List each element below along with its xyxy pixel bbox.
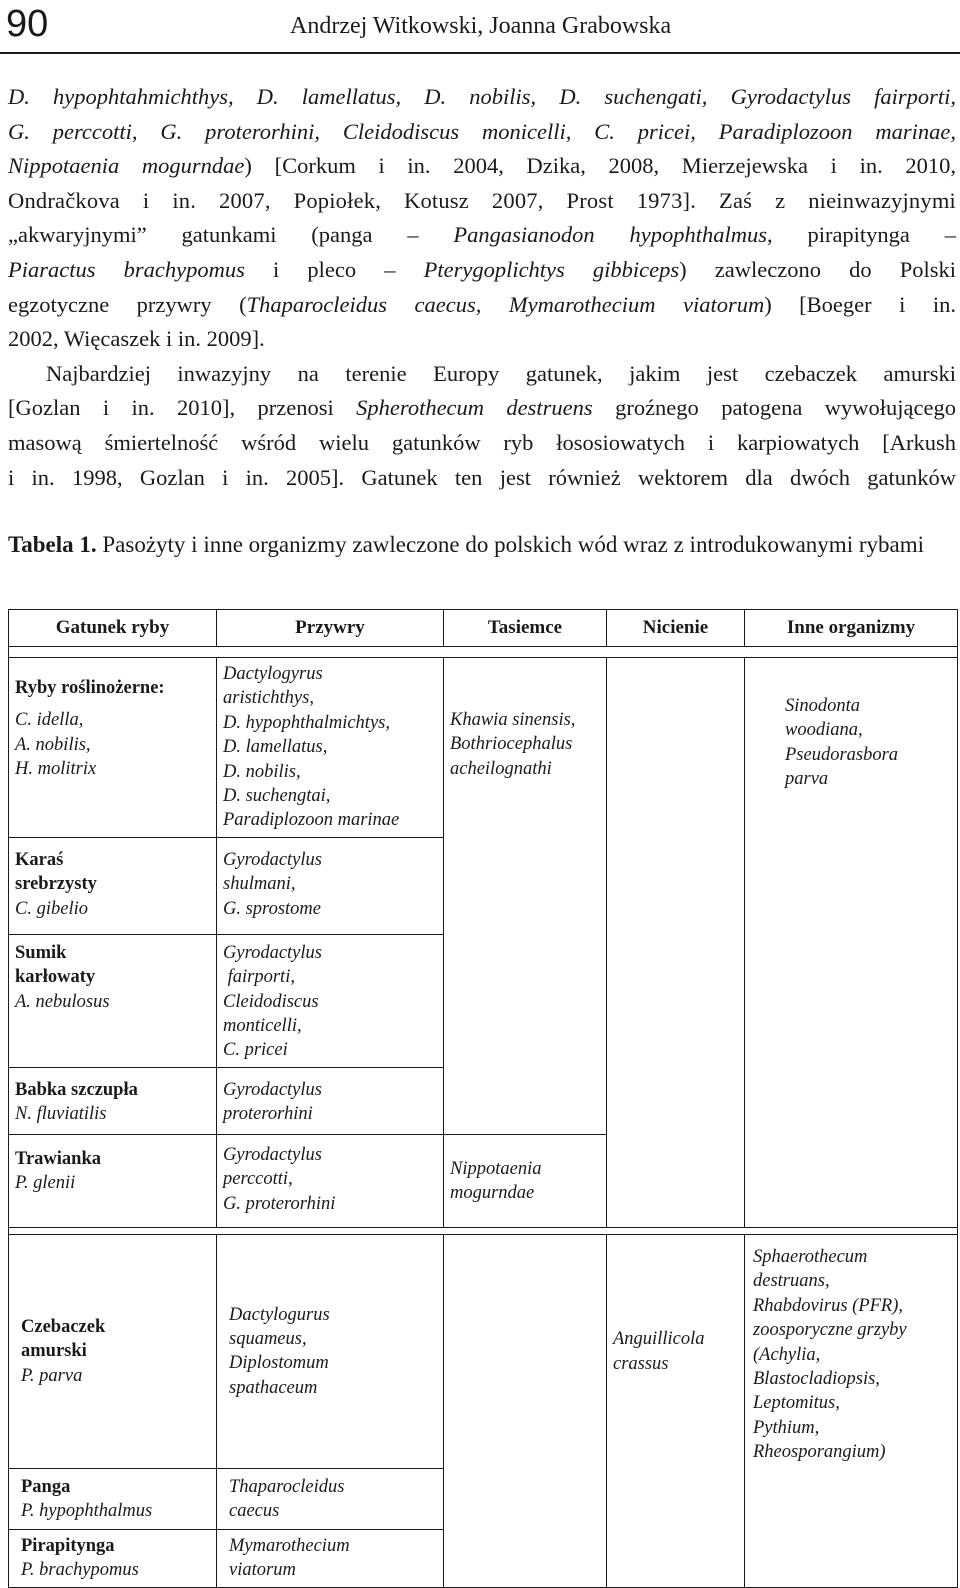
fish-latin: P. hypophthalmus — [21, 1501, 153, 1522]
column-header: Gatunek ryby — [9, 610, 217, 647]
table-caption-text: Pasożyty i inne organizmy zawleczone do polskich wód wraz z introdukowanymi rybami — [96, 532, 924, 557]
table-row — [9, 658, 958, 838]
parasite-name: D. lamellatus, — [223, 737, 328, 758]
column-header: Tasiemce — [444, 610, 607, 647]
parasite-name: acheilognathi — [450, 758, 552, 779]
parasite-name: Bothriocephalus — [450, 734, 573, 755]
parasite-name: Gyrodactylus — [223, 849, 322, 870]
fish-latin: P. brachypomus — [21, 1560, 139, 1581]
organism-name: destruans, — [753, 1271, 830, 1292]
fish-cell — [9, 658, 217, 838]
parasite-name: G. proterorhini — [223, 1193, 336, 1214]
parasite-name: squameus, — [229, 1329, 307, 1350]
fish-latin: C. gibelio — [15, 898, 88, 919]
parasite-name: crassus — [613, 1353, 669, 1374]
nicienie-cell — [607, 658, 745, 1228]
organism-name: Blastocladiopsis, — [753, 1368, 880, 1389]
running-head-authors: Andrzej Witkowski, Joanna Grabowska — [290, 13, 672, 39]
spacer-cell — [9, 647, 958, 658]
organism-name: Sinodonta — [785, 696, 861, 716]
text-fragment: Ondračkova i in. 2007, Popiołek, Kotusz 2007, Prost 1973]. Zaś z nieinwazyjnymi — [8, 187, 956, 213]
text-line — [8, 426, 956, 461]
organism-name: Rheosporangium) — [753, 1442, 886, 1463]
spacer-cell — [9, 1227, 958, 1234]
przywry-cell — [217, 1134, 444, 1227]
text-line — [8, 149, 956, 184]
table-row — [9, 1530, 958, 1588]
text-fragment: 2002, Więcaszek i in. 2009]. — [8, 326, 265, 352]
tasiemce-cell — [444, 1469, 607, 1530]
table-row — [9, 1234, 958, 1468]
parasite-name: Diplostomum — [229, 1353, 329, 1374]
parasite-name: Khawia sinensis, — [450, 710, 576, 730]
parasite-name: Paradiplozoon marinae — [223, 810, 400, 831]
fish-name: Pirapitynga — [21, 1536, 115, 1557]
organism-name: parva — [785, 769, 829, 790]
text-line — [8, 184, 956, 219]
text-fragment: „akwaryjnymi” gatunkami (panga – — [8, 222, 454, 248]
parasite-table — [8, 609, 958, 1588]
przywry-cell — [217, 1469, 444, 1530]
text-fragment: Najbardziej inwazyjny na terenie Europy gatunek, jakim jest czebaczek amurski — [46, 360, 956, 386]
nicienie-cell — [607, 1234, 745, 1468]
parasite-name: shulmani, — [223, 874, 296, 895]
organism-name: Rhabdovirus (PFR), — [753, 1295, 904, 1316]
parasite-name: Mymarothecium — [229, 1536, 350, 1557]
table-spacer — [9, 647, 958, 658]
fish-latin: H. molitrix — [15, 759, 97, 780]
text-fragment: [Gozlan i in. 2010], przenosi — [8, 395, 357, 421]
parasite-name: Dactylogyrus — [223, 664, 323, 684]
fish-cell — [9, 1469, 217, 1530]
fish-latin: A. nebulosus — [15, 991, 110, 1012]
fish-latin: N. fluviatilis — [15, 1104, 107, 1125]
fish-name: Babka szczupła — [15, 1079, 138, 1100]
inne-cell — [745, 658, 958, 1228]
parasite-name: aristichthys, — [223, 688, 314, 709]
table-spacer — [9, 1227, 958, 1234]
fish-cell — [9, 1067, 217, 1134]
text-fragment: Spherothecum destruens — [356, 395, 593, 421]
text-line — [8, 461, 956, 496]
page-number: 90 — [6, 3, 49, 45]
text-fragment: Nippotaenia mogurndae — [8, 153, 245, 179]
text-fragment: masową śmiertelność wśród wielu gatunków ryb łososiowatych i karpiowatych [Arkush — [8, 429, 956, 455]
text-fragment: Pangasianodon hypophthalmus — [453, 222, 767, 248]
fish-cell — [9, 1530, 217, 1588]
table-header-row — [9, 610, 958, 647]
tasiemce-cell — [444, 1530, 607, 1588]
parasite-name: caecus — [229, 1501, 280, 1522]
nicienie-cell — [607, 1469, 745, 1530]
parasite-name: D. suchengtai, — [223, 786, 331, 807]
text-fragment: ) [Boeger i in. — [764, 291, 956, 317]
text-fragment: i in. 1998, Gozlan i in. 2005]. Gatunek ten jest również wektorem dla dwóch gatunków — [8, 464, 956, 490]
table-caption — [8, 528, 956, 562]
organism-name: Pythium, — [753, 1417, 820, 1438]
parasite-name: monticelli, — [223, 1016, 302, 1037]
fish-name: Panga — [21, 1477, 71, 1498]
parasite-name: Nippotaenia — [450, 1158, 542, 1179]
tasiemce-cell — [444, 658, 607, 1135]
parasite-name: Cleidodiscus — [223, 991, 319, 1012]
parasite-name: Gyrodactylus — [223, 942, 322, 963]
fish-name: Czebaczek amurski — [21, 1316, 106, 1362]
przywry-cell — [217, 934, 444, 1067]
text-fragment: egzotyczne przywry ( — [8, 291, 247, 317]
column-header: Nicienie — [607, 610, 745, 647]
text-line — [8, 288, 956, 323]
tasiemce-cell — [444, 1234, 607, 1468]
text-fragment: ) zawleczono do Polski — [679, 256, 956, 282]
organism-name: (Achylia, — [753, 1344, 821, 1365]
fish-latin: P. glenii — [15, 1173, 76, 1194]
text-fragment: , pirapitynga – — [767, 222, 956, 248]
przywry-cell — [217, 1234, 444, 1468]
text-line — [8, 115, 956, 150]
przywry-cell — [217, 1530, 444, 1588]
organism-name: woodiana, — [785, 720, 863, 741]
fish-name: Sumik karłowaty — [15, 942, 96, 988]
parasite-name: G. sprostome — [223, 898, 321, 919]
fish-cell — [9, 837, 217, 934]
text-line — [8, 80, 956, 115]
parasite-name: Gyrodactylus — [223, 1079, 322, 1100]
inne-cell — [745, 1530, 958, 1588]
przywry-cell — [217, 837, 444, 934]
text-line — [8, 391, 956, 426]
parasite-name: D. nobilis, — [223, 761, 301, 782]
text-line — [8, 218, 956, 253]
body-text — [8, 80, 956, 495]
text-line — [8, 357, 956, 392]
parasite-name: Dactylogurus — [229, 1304, 330, 1325]
text-fragment: D. hypophtahmichthys, D. lamellatus, D. nobilis, D. suchengati, Gyrodactylus fairporti, — [8, 84, 956, 109]
fish-name: Karaś srebrzysty — [15, 849, 97, 895]
table-caption-label: Tabela 1. — [8, 532, 97, 557]
text-fragment: groźnego patogena wywołującego — [592, 395, 957, 421]
parasite-name: Thaparocleidus — [229, 1477, 345, 1498]
parasite-name: proterorhini — [223, 1104, 313, 1125]
przywry-cell — [217, 1067, 444, 1134]
parasite-name: spathaceum — [229, 1377, 318, 1398]
text-fragment: Pterygoplichtys gibbiceps — [423, 256, 680, 282]
nicienie-cell — [607, 1530, 745, 1588]
organism-name: Sphaerothecum — [753, 1246, 868, 1267]
organism-name: Leptomitus, — [753, 1393, 840, 1414]
fish-cell — [9, 1234, 217, 1468]
column-header: Inne organizmy — [745, 610, 958, 647]
parasite-name: C. pricei — [223, 1040, 288, 1061]
organism-name: zoosporyczne grzyby — [753, 1320, 907, 1341]
fish-cell — [9, 1134, 217, 1227]
organism-name: Pseudorasbora — [785, 744, 899, 765]
parasite-name: perccotti, — [223, 1169, 293, 1190]
przywry-cell — [217, 658, 444, 838]
inne-cell — [745, 1234, 958, 1468]
text-fragment: G. perccotti, G. proterorhini, Cleidodiscus monicelli, C. pricei, Paradiplozoon marinae, — [8, 118, 956, 144]
fish-latin: C. idella, — [15, 710, 84, 731]
text-fragment: ) [Corkum i in. 2004, Dzika, 2008, Mierzejewska i in. 2010, — [244, 153, 957, 179]
header-rule — [0, 52, 960, 54]
parasite-name: Gyrodactylus — [223, 1144, 322, 1165]
fish-latin: P. parva — [21, 1365, 83, 1386]
parasite-name: mogurndae — [450, 1183, 535, 1204]
parasite-name: D. hypophthalmichtys, — [223, 712, 390, 733]
column-header: Przywry — [217, 610, 444, 647]
inne-cell — [745, 1469, 958, 1530]
fish-latin: A. nobilis, — [15, 734, 91, 755]
parasite-name: Anguillicola — [613, 1329, 705, 1350]
parasite-name: viatorum — [229, 1560, 296, 1581]
text-line — [8, 253, 956, 288]
fish-name: Trawianka — [15, 1148, 102, 1169]
text-fragment: Thaparocleidus caecus, Mymarothecium viatorum — [246, 291, 765, 317]
parasite-name: fairporti, — [223, 967, 295, 988]
tasiemce-cell — [444, 1134, 607, 1227]
fish-cell — [9, 934, 217, 1067]
fish-name: Ryby roślinożerne: — [15, 678, 165, 698]
table-row — [9, 1469, 958, 1530]
text-line — [8, 322, 956, 357]
text-fragment: Piaractus brachypomus — [8, 256, 245, 282]
text-fragment: i pleco – — [244, 256, 424, 282]
